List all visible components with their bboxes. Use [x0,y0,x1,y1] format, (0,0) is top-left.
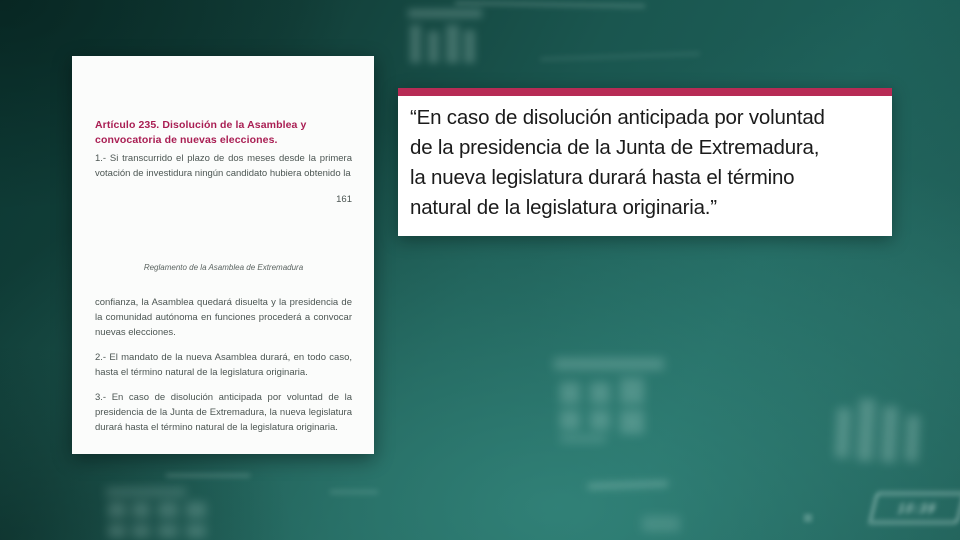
blurred-chart-decoration [406,5,518,65]
blurred-streak-decoration [455,1,645,7]
blurred-timestamp-box [868,492,960,524]
blurred-streak-decoration [588,481,668,490]
pull-quote-box [398,88,892,236]
page-number: 161 [336,194,352,205]
blurred-blob-decoration [642,516,680,532]
blurred-streak-decoration [540,52,700,61]
article-paragraph-intro: 1.- Si transcurrido el plazo de dos meses desde la primera votación de investidura ningún candidato hubiera obtenido la [95,153,352,179]
blurred-streak-decoration [330,490,378,494]
quote-line: de la presidencia de la Junta de Extremadura, [410,136,820,159]
article-paragraph-confianza: confianza, la Asamblea quedará disuelta y la presidencia de la comunidad autónoma en funciones procederá a convocar nuevas elecciones. [95,297,352,338]
document-page-content [95,56,352,435]
blurred-table-decoration [106,486,226,540]
article-heading: Artículo 235. Disolución de la Asamblea y convocatoria de nuevas elecciones. [95,119,307,146]
blurred-dot-decoration [804,514,812,522]
quote-accent-bar [398,88,892,96]
article-paragraph-2: 2.- El mandato de la nueva Asamblea durará, en todo caso, hasta el término natural de la legislatura originaria. [95,352,352,378]
quote-line: la nueva legislatura durará hasta el término [410,166,795,189]
quote-body [398,96,892,236]
running-footer: Reglamento de la Asamblea de Extremadura [143,263,304,272]
blurred-streak-decoration [166,474,250,477]
quote-line: natural de la legislatura originaria.” [410,196,717,219]
quote-line: “En caso de disolución anticipada por voluntad [410,106,825,129]
blurred-bars-decoration [830,395,934,472]
blurred-timestamp-text: 10:39 [896,500,938,516]
document-page [72,56,374,454]
blurred-table-decoration [552,352,684,444]
article-paragraph-3: 3.- En caso de disolución anticipada por voluntad de la presidencia de la Junta de Extremadura, la nueva legislatura durará hasta el término natural de la legislatura originaria. [95,392,352,433]
